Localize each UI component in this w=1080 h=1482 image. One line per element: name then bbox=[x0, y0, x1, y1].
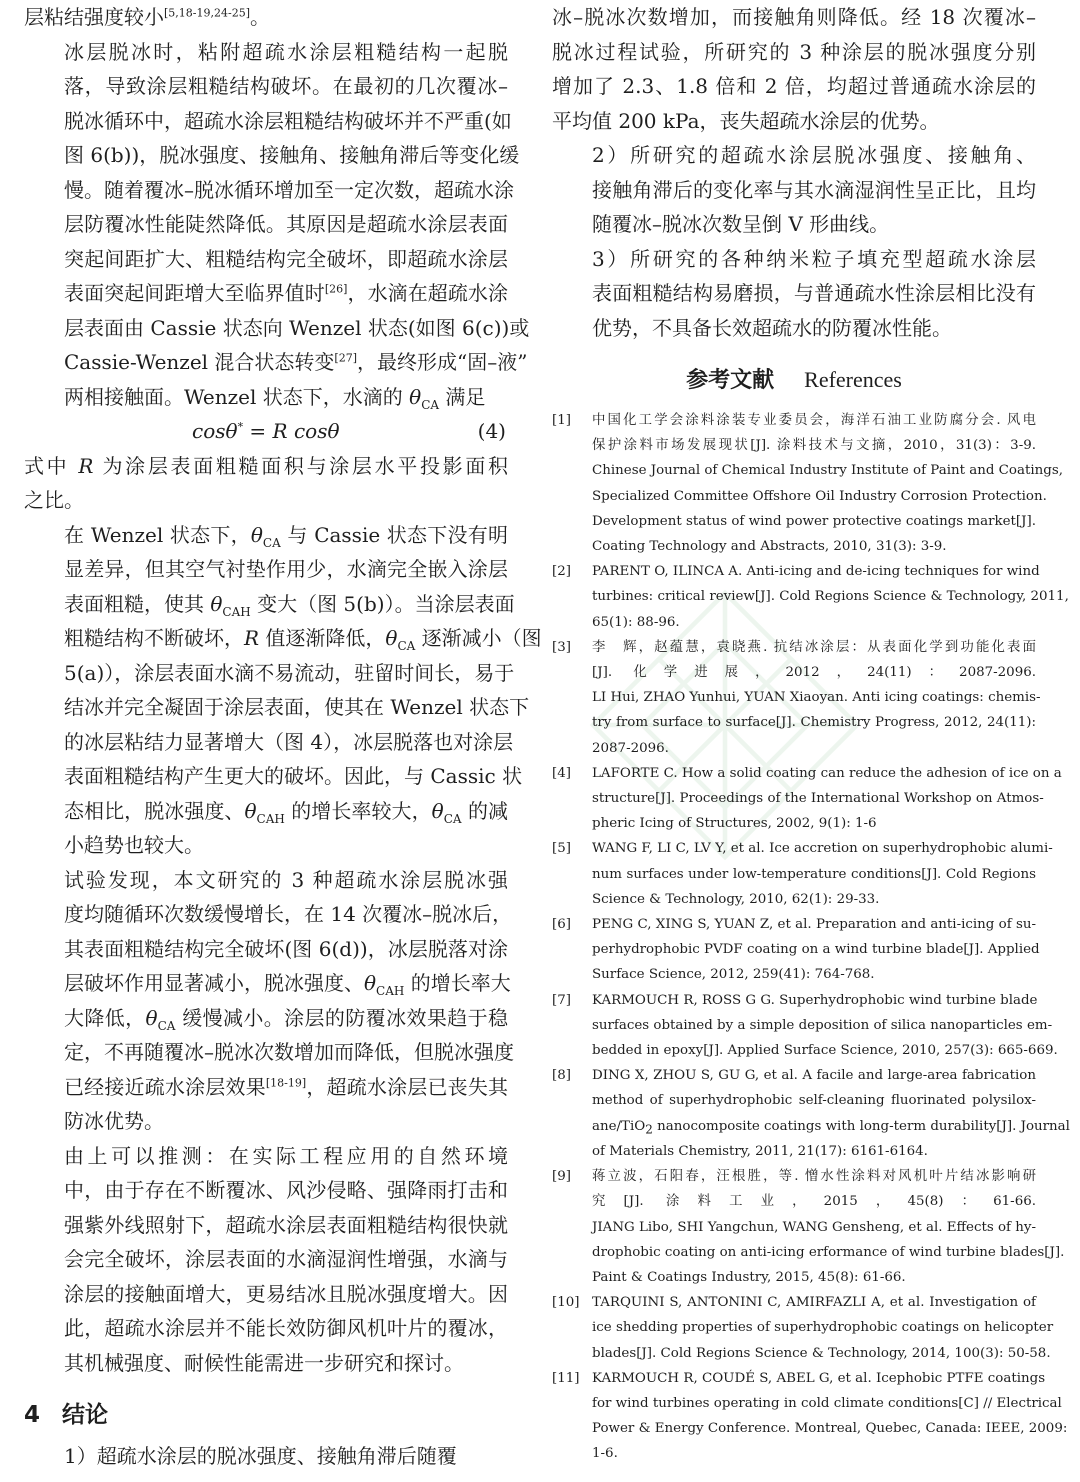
reference-line: pheric Icing of Structures, 2002, 9(1): 1-6 bbox=[592, 816, 877, 832]
paragraph-wenzel-state bbox=[24, 518, 542, 863]
reference-line: 2087-2096. bbox=[592, 740, 669, 756]
text-line: 层粘结强度较小[5,18-19,24-25]。 bbox=[24, 5, 270, 29]
reference-line: method of superhydrophobic self-cleaning fluorinated polysilox- bbox=[592, 1093, 1036, 1109]
text-line: 小趋势也较大。 bbox=[64, 833, 204, 857]
text-line: 之比。 bbox=[24, 488, 84, 512]
paragraph-inference bbox=[24, 1139, 508, 1381]
reference-number: [3] bbox=[552, 639, 571, 655]
reference-line: Chinese Journal of Chemical Industry Institute of Paint and Coatings, bbox=[592, 463, 1063, 479]
paragraph-conclusion-3 bbox=[552, 242, 1036, 346]
reference-line: Surface Science, 2012, 259(41): 764-768. bbox=[592, 967, 875, 983]
text-line: 落，导致涂层粗糙结构破坏。在最初的几次覆冰– bbox=[64, 74, 508, 98]
reference-line: KARMOUCH R, COUDÉ S, ABEL G, et al. Icephobic PTFE coatings bbox=[592, 1370, 1046, 1386]
text-line: 脱冰循环中，超疏水涂层粗糙结构破坏并不严重(如 bbox=[64, 108, 512, 133]
text-line: 冰层脱冰时，粘附超疏水涂层粗糙结构一起脱 bbox=[64, 39, 508, 64]
reference-line: ane/TiO$_2$ nanocomposite coatings with long-term durability[J]. Journal bbox=[592, 1118, 1070, 1137]
reference-number: [1] bbox=[552, 413, 571, 428]
reference-item bbox=[552, 988, 1058, 1064]
paragraph-conclusion-1-continued bbox=[552, 0, 1036, 138]
reference-line: for wind turbines operating in cold climate conditions[C] // Electrical bbox=[592, 1395, 1062, 1411]
text-line: 在 Wenzel 状态下，$\theta_{CA}$ 与 Cassie 状态下没有明 bbox=[64, 522, 508, 550]
reference-line: 65(1): 88-96. bbox=[592, 614, 680, 630]
reference-item bbox=[552, 559, 1069, 635]
reference-line: surfaces obtained by a simple deposition of silica nanoparticles em- bbox=[592, 1017, 1053, 1033]
text-line: 中，由于存在不断覆冰、风沙侵略、强降雨打击和 bbox=[64, 1178, 508, 1202]
paragraph-conclusion-1 bbox=[24, 1439, 508, 1474]
text-line: 表面突起间距增大至临界值时[26]，水滴在超疏水涂 bbox=[64, 281, 509, 305]
paragraph-deicing-mechanism bbox=[24, 35, 530, 415]
text-line: 3）所研究的各种纳米粒子填充型超疏水涂层 bbox=[592, 246, 1036, 271]
text-line: 层防覆冰性能陡然降低。其原因是超疏水涂层表面 bbox=[64, 212, 508, 236]
text-line: 粗糙结构不断破坏，R 值逐渐降低，$\theta_{CA}$ 逐渐减小（图 bbox=[64, 626, 542, 653]
reference-line: of Materials Chemistry, 2011, 21(17): 6161-6164. bbox=[592, 1143, 928, 1159]
references-title-cn: 参考文献 bbox=[686, 368, 775, 393]
reference-item bbox=[552, 1164, 1065, 1290]
reference-number: [11] bbox=[552, 1370, 580, 1386]
reference-item bbox=[552, 1290, 1054, 1366]
reference-line: 保护涂料市场发展现状[J]. 涂料技术与文摘，2010，31(3)：3-9. bbox=[592, 438, 1036, 454]
reference-item bbox=[552, 836, 1053, 912]
reference-line: Development status of wind power protective coatings market[J]. bbox=[592, 513, 1036, 529]
text-line: 表面粗糙，使其 $\theta_{CAH}$ 变大（图 5(b)）。当涂层表面 bbox=[64, 591, 515, 619]
text-line: 慢。随着覆冰–脱冰循环增加至一定次数，超疏水涂 bbox=[64, 177, 514, 202]
right-column bbox=[552, 0, 1070, 1467]
reference-item bbox=[552, 912, 1040, 988]
text-line: 2）所研究的超疏水涂层脱冰强度、接触角、 bbox=[592, 143, 1036, 167]
text-line: 5(a)），涂层表面水滴不易流动，驻留时间长，易于 bbox=[64, 660, 515, 685]
text-line: 显差异，但其空气衬垫作用少，水滴完全嵌入涂层 bbox=[64, 557, 508, 581]
reference-line: TARQUINI S, ANTONINI C, AMIRFAZLI A, et al. Investigation of bbox=[592, 1295, 1036, 1311]
text-line: 其表面粗糙结构完全破坏(图 6(d))，冰层脱落对涂 bbox=[64, 936, 508, 961]
equation-number: (4) bbox=[477, 419, 506, 443]
references-heading bbox=[552, 363, 1036, 394]
section-heading-conclusion bbox=[24, 1396, 508, 1429]
paragraph-conclusion-2 bbox=[552, 138, 1036, 242]
text-line: 层表面由 Cassie 状态向 Wenzel 状态(如图 6(c))或 bbox=[64, 315, 530, 340]
left-column bbox=[24, 0, 542, 1474]
reference-line: drophobic coating on anti-icing erformance of wind turbine blades[J]. bbox=[592, 1244, 1065, 1260]
text-line: 态相比，脱冰强度、$\theta_{CAH}$ 的增长率较大，$\theta_{CA}$ 的减 bbox=[64, 798, 509, 826]
reference-line: 究[J]. 涂料工业，2015，45(8)：61-66. bbox=[592, 1194, 1036, 1210]
text-line: 表面粗糙结构产生更大的破坏。因此，与 Cassic 状 bbox=[64, 764, 523, 788]
reference-line: PENG C, XING S, YUAN Z, et al. Preparation and anti-icing of su- bbox=[592, 917, 1036, 933]
reference-number: [6] bbox=[552, 917, 571, 933]
reference-line: try from surface to surface[J]. Chemistry Progress, 2012, 24(11): bbox=[592, 715, 1036, 731]
reference-line: Coating Technology and Abstracts, 2010, 31(3): 3-9. bbox=[592, 539, 947, 555]
reference-number: [7] bbox=[552, 992, 571, 1008]
reference-item bbox=[552, 1366, 1068, 1467]
text-line: 大降低，$\theta_{CA}$ 缓慢减小。涂层的防覆冰效果趋于稳 bbox=[64, 1005, 508, 1033]
reference-item bbox=[552, 1063, 1070, 1164]
reference-line: perhydrophobic PVDF coating on a wind turbine blade[J]. Applied bbox=[592, 942, 1040, 958]
reference-line: [J]. 化学进展，2012，24(11)：2087-2096. bbox=[592, 665, 1036, 681]
text-line: 此，超疏水涂层并不能长效防御风机叶片的覆冰， bbox=[64, 1316, 508, 1340]
reference-line: JIANG Libo, SHI Yangchun, WANG Gensheng, et al. Effects of hy- bbox=[592, 1219, 1036, 1235]
paragraph-carryover bbox=[24, 0, 508, 35]
reference-line: DING X, ZHOU S, GU G, et al. A facile and large-area fabrication bbox=[592, 1068, 1036, 1084]
reference-line: blades[J]. Cold Regions Science & Technology, 2014, 100(3): 50-58. bbox=[592, 1345, 1051, 1361]
reference-line: KARMOUCH R, ROSS G G. Superhydrophobic wind turbine blade bbox=[592, 992, 1038, 1008]
reference-item bbox=[552, 635, 1041, 761]
text-line: 随覆冰–脱冰次数呈倒 V 形曲线。 bbox=[592, 212, 890, 236]
references-title-en: References bbox=[804, 367, 902, 392]
reference-item bbox=[552, 408, 1063, 559]
text-line: 突起间距扩大、粗糙结构完全破坏，即超疏水涂层 bbox=[64, 246, 508, 271]
reference-line: structure[J]. Proceedings of the International Workshop on Atmos- bbox=[592, 791, 1044, 807]
text-line: 强紫外线照射下，超疏水涂层表面粗糙结构很快就 bbox=[64, 1212, 508, 1237]
text-line: 试验发现，本文研究的 3 种超疏水涂层脱冰强 bbox=[64, 867, 508, 892]
reference-line: 1-6. bbox=[592, 1446, 618, 1462]
reference-number: [10] bbox=[552, 1295, 580, 1311]
text-line: 优势，不具备长效超疏水的防覆冰性能。 bbox=[592, 315, 952, 340]
reference-line: LAFORTE C. How a solid coating can reduce the adhesion of ice on a bbox=[592, 765, 1062, 781]
reference-line: PARENT O, ILINCA A. Anti-icing and de-icing techniques for wind bbox=[592, 564, 1040, 580]
text-line: 定，不再随覆冰–脱冰次数增加而降低，但脱冰强度 bbox=[64, 1040, 514, 1064]
text-line: 式中 R 为涂层表面粗糙面积与涂层水平投影面积 bbox=[24, 453, 508, 478]
text-line: 图 6(b))，脱冰强度、接触角、接触角滞后等变化缓 bbox=[64, 143, 520, 167]
reference-line: 中国化工学会涂料涂装专业委员会，海洋石油工业防腐分会. 风电 bbox=[592, 413, 1036, 428]
text-line: 结冰并完全凝固于涂层表面，使其在 Wenzel 状态下 bbox=[64, 695, 530, 719]
text-line: 层破坏作用显著减小，脱冰强度、$\theta_{CAH}$ 的增长率大 bbox=[64, 971, 511, 998]
reference-line: Power & Energy Conference. Montreal, Quebec, Canada: IEEE, 2009: bbox=[592, 1421, 1068, 1437]
equation-4 bbox=[24, 414, 508, 449]
reference-line: 李 辉，赵蕴慧，袁晓燕. 抗结冰涂层：从表面化学到功能化表面 bbox=[592, 639, 1036, 655]
text-line: 接触角滞后的变化率与其水滴湿润性呈正比，且均 bbox=[592, 177, 1036, 202]
paragraph-test-findings bbox=[24, 863, 514, 1139]
reference-number: [9] bbox=[552, 1169, 571, 1185]
text-line: 脱冰过程试验，所研究的 3 种涂层的脱冰强度分别 bbox=[552, 39, 1036, 64]
text-line: 增加了 2.3、1.8 倍和 2 倍，均超过普通疏水涂层的 bbox=[552, 74, 1036, 98]
reference-line: turbines: critical review[J]. Cold Regions Science & Technology, 2011, bbox=[592, 589, 1069, 605]
reference-line: WANG F, LI C, LV Y, et al. Ice accretion on superhydrophobic alumi- bbox=[592, 841, 1053, 857]
text-line: Cassie-Wenzel 混合状态转变[27]，最终形成“固–液” bbox=[64, 350, 528, 374]
text-line: 涂层的接触面增大，更易结冰且脱冰强度增大。因 bbox=[64, 1281, 508, 1306]
reference-number: [8] bbox=[552, 1068, 571, 1084]
text-line: 1）超疏水涂层的脱冰强度、接触角滞后随覆 bbox=[64, 1444, 457, 1468]
reference-line: Specialized Committee Offshore Oil Industry Corrosion Protection. bbox=[592, 488, 1047, 504]
reference-line: LI Hui, ZHAO Yunhui, YUAN Xiaoyan. Anti icing coatings: chemis- bbox=[592, 690, 1041, 706]
reference-number: [5] bbox=[552, 841, 571, 857]
text-line: 冰–脱冰次数增加，而接触角则降低。经 18 次覆冰– bbox=[552, 5, 1036, 29]
reference-line: ice shedding properties of superhydrophobic coatings on helicopter bbox=[592, 1320, 1054, 1336]
text-line: 度均随循环次数缓慢增长，在 14 次覆冰–脱冰后， bbox=[64, 902, 513, 926]
section-number: 4 bbox=[24, 1402, 41, 1428]
text-line: 其机械强度、耐候性能需进一步研究和探讨。 bbox=[64, 1350, 464, 1375]
text-line: 会完全破坏，涂层表面的水滴湿润性增强，水滴与 bbox=[64, 1247, 508, 1271]
equation-expression: cosθ* = R cosθ bbox=[192, 419, 340, 443]
reference-line: Science & Technology, 2010, 62(1): 29-33. bbox=[592, 891, 880, 907]
reference-item bbox=[552, 761, 1062, 837]
reference-number: [4] bbox=[552, 765, 571, 781]
text-line: 由上可以推测：在实际工程应用的自然环境 bbox=[64, 1143, 508, 1168]
text-line: 表面粗糙结构易磨损，与普通疏水性涂层相比没有 bbox=[592, 281, 1036, 305]
text-line: 的冰层粘结力显著增大（图 4），冰层脱落也对涂层 bbox=[64, 729, 514, 754]
reference-line: 蒋立波，石阳春，汪根胜，等. 憎水性涂料对风机叶片结冰影响研 bbox=[592, 1169, 1036, 1185]
references-list bbox=[552, 408, 1070, 1467]
section-title: 结论 bbox=[62, 1402, 109, 1428]
text-line: 平均值 200 kPa，丧失超疏水涂层的优势。 bbox=[552, 108, 940, 133]
reference-number: [2] bbox=[552, 564, 571, 580]
text-line: 两相接触面。Wenzel 状态下，水滴的 $\theta_{CA}$ 满足 bbox=[64, 384, 486, 412]
text-line: 防冰优势。 bbox=[64, 1109, 164, 1133]
reference-line: Paint & Coatings Industry, 2015, 45(8): 61-66. bbox=[592, 1269, 906, 1285]
reference-line: num surfaces under low-temperature conditions[J]. Cold Regions bbox=[592, 866, 1036, 882]
paragraph-formula-note bbox=[24, 449, 508, 518]
text-line: 已经接近疏水涂层效果[18-19]，超疏水涂层已丧失其 bbox=[64, 1074, 509, 1099]
reference-line: bedded in epoxy[J]. Applied Surface Science, 2010, 257(3): 665-669. bbox=[592, 1043, 1058, 1059]
